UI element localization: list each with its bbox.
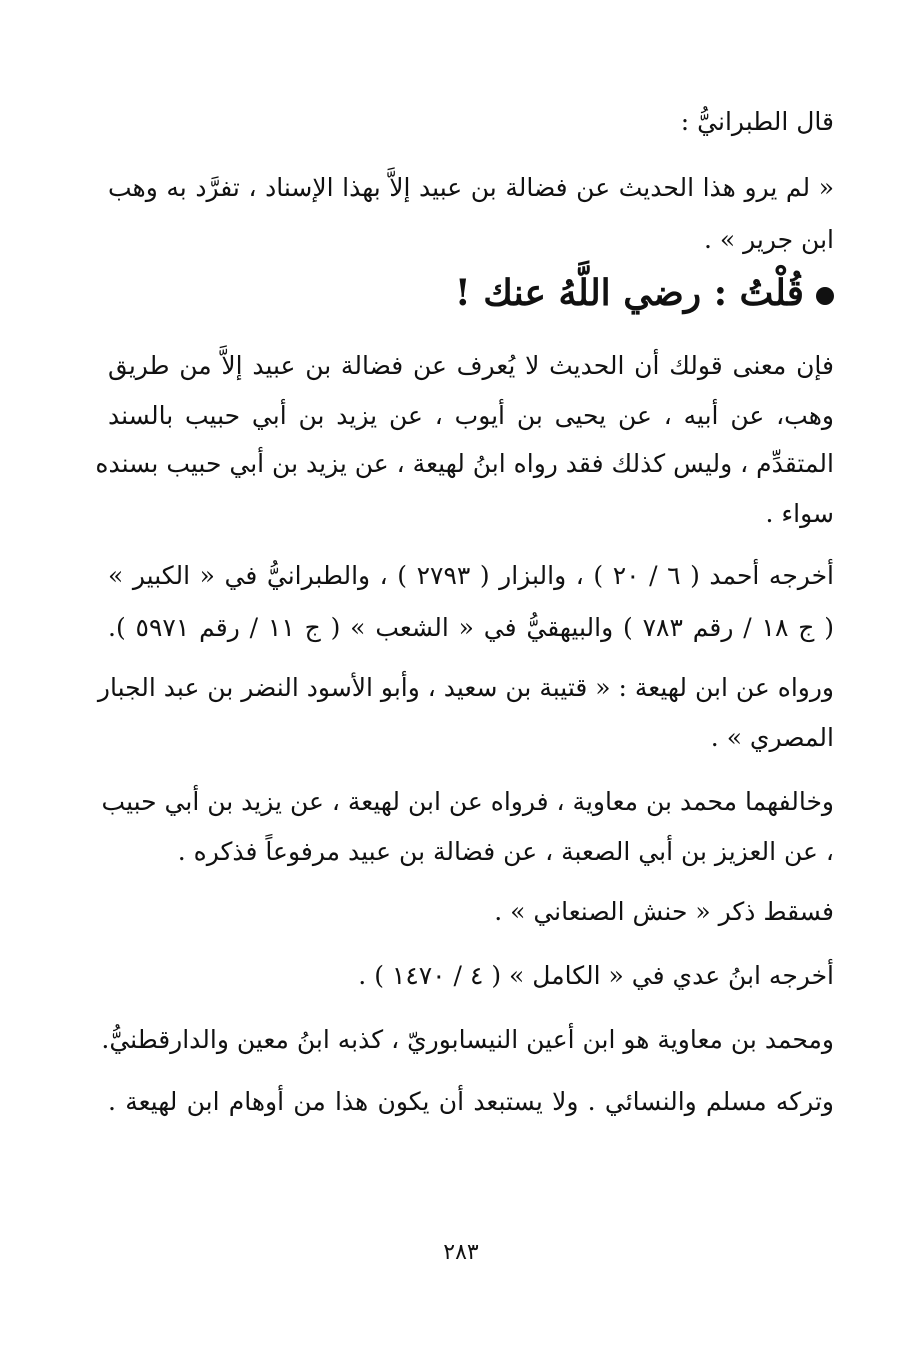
text-line: سواء .: [765, 499, 834, 528]
text-line: قال الطبرانيُّ :: [680, 107, 834, 136]
text-line: وهب، عن أبيه ، عن يحيى بن أيوب ، عن يزيد بن أبي حبيب بالسند: [108, 401, 834, 430]
text-line: ، عن العزيز بن أبي الصعبة ، عن فضالة بن عبيد مرفوعاً فذكره .: [177, 837, 834, 866]
text-line: المتقدِّم ، وليس كذلك فقد رواه ابنُ لهيعة ، عن يزيد بن أبي حبيب بسنده: [95, 449, 834, 478]
text-line: وتركه مسلم والنسائي . ولا يستبعد أن يكون هذا من أوهام ابن لهيعة .: [108, 1087, 834, 1116]
text-line: المصري » .: [710, 723, 834, 752]
text-line: ورواه عن ابن لهيعة : « قتيبة بن سعيد ، وأبو الأسود النضر بن عبد الجبار: [97, 673, 834, 702]
page-number: ٢٨٣: [443, 1240, 479, 1265]
text-line: ( ج ١٨ / رقم ٧٨٣ ) والبيهقيُّ في « الشعب » ( ج ١١ / رقم ٥٩٧١ ).: [108, 613, 834, 642]
heading-text: قُلْتُ : رضي اللَّهُ عنك !: [454, 272, 804, 314]
text-line: فإن معنى قولك أن الحديث لا يُعرف عن فضالة بن عبيد إلاَّ من طريق: [108, 351, 834, 380]
text-line: ابن جرير » .: [703, 225, 834, 254]
text-line: ومحمد بن معاوية هو ابن أعين النيسابوريّ ، كذبه ابنُ معين والدارقطنيُّ.: [101, 1025, 834, 1054]
bullet-icon: [816, 287, 834, 305]
text-line: وخالفهما محمد بن معاوية ، فرواه عن ابن لهيعة ، عن يزيد بن أبي حبيب: [101, 787, 834, 816]
section-heading: [455, 268, 834, 318]
text-line: « لم يرو هذا الحديث عن فضالة بن عبيد إلاَّ بهذا الإسناد ، تفرَّد به وهب: [108, 173, 834, 202]
text-line: فسقط ذكر « حنش الصنعاني » .: [494, 897, 834, 926]
text-line: أخرجه ابنُ عدي في « الكامل » ( ٤ / ١٤٧٠ ) .: [358, 961, 834, 990]
text-line: أخرجه أحمد ( ٦ / ٢٠ ) ، والبزار ( ٢٧٩٣ ) ، والطبرانيُّ في « الكبير »: [108, 561, 834, 590]
